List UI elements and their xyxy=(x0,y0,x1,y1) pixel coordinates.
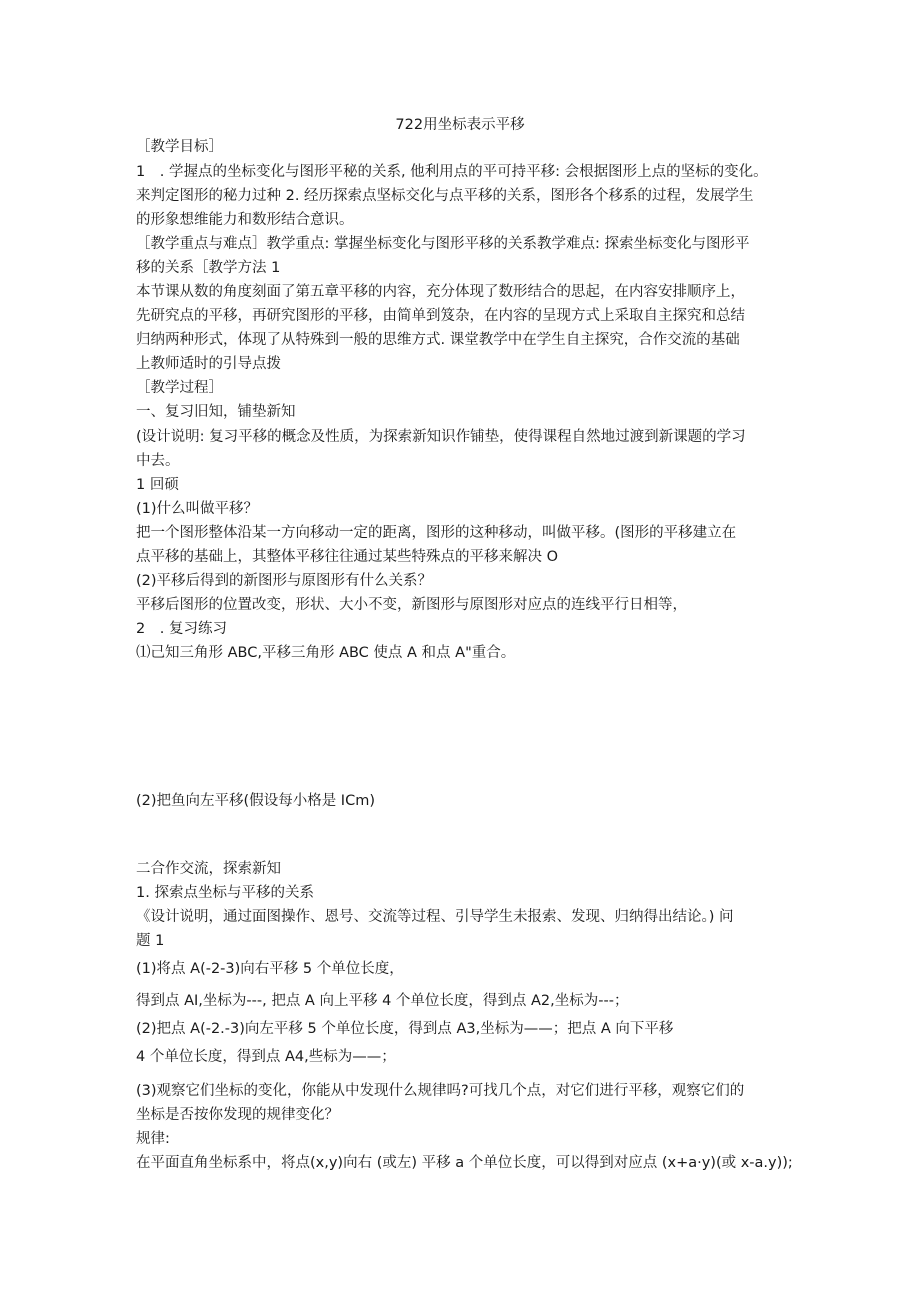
text-line: 二合作交流，探索新知 xyxy=(136,861,281,877)
text-line: 的形象想维能力和数形结合意识。 xyxy=(136,212,354,228)
document-title: 722用坐标表示平移 xyxy=(395,117,525,133)
text-line: 规律: xyxy=(136,1131,170,1147)
text-line: (2)把鱼向左平移(假设每小格是 ICm) xyxy=(136,793,375,809)
text-line: 平移后图形的位置改变，形状、大小不变，新图形与原图形对应点的连线平行日相等， xyxy=(136,597,687,613)
text-line: (2)把点 A(-2.-3)向左平移 5 个单位长度，得到点 A3,坐标为——；把点 A 向下平移 xyxy=(136,1021,674,1037)
text-line: (设计说明: 复习平移的概念及性质，为探索新知识作铺垫，使得课程自然地过渡到新课题的学习 xyxy=(136,429,746,445)
text-line: 上教师适时的引导点拨 xyxy=(136,356,281,372)
text-line: 1 回硕 xyxy=(136,477,179,493)
text-line: 来判定图形的秘力过种 2. 经历探索点坚标交化与点平移的关系，图形各个移系的过程，发展学生 xyxy=(136,188,754,204)
text-line: 中去。 xyxy=(136,453,180,469)
text-line: 1 . 学握点的坐标变化与图形平秘的关系, 他利用点的平可持平移: 会根据图形上点的坚标的变化。 xyxy=(136,164,768,180)
text-line: 2 . 复习练习 xyxy=(136,621,227,637)
text-line: 坐标是否按你发现的规律变化？ xyxy=(136,1107,339,1123)
text-line: 点平移的基础上，其整体平移往往通过某些特殊点的平移来解决 O xyxy=(136,549,559,565)
text-line: 一、复习旧知，铺垫新知 xyxy=(136,404,296,420)
text-line: 归纳两种形式，体现了从特殊到一般的思维方式. 课堂教学中在学生自主探究，合作交流的基础 xyxy=(136,332,740,348)
text-line: 1. 探索点坐标与平移的关系 xyxy=(136,885,314,901)
text-line: 移的关系［教学方法 1 xyxy=(136,260,281,276)
text-line: 《设计说明，通过面图操作、恩号、交流等过程、引导学生未报索、发现、归纳得出结论。) 问 xyxy=(136,909,734,925)
text-line: ⑴己知三角形 ABC,平移三角形 ABC 使点 A 和点 A"重合。 xyxy=(136,645,516,661)
section-heading-objectives: ［教学目标］ xyxy=(136,139,223,155)
text-line: 在平面直角坐标系中，将点(x,y)向右 (或左) 平移 a 个单位长度，可以得到对应点 (x+a·y)(或 x-a.y)); xyxy=(136,1155,793,1171)
text-line: (1)将点 A(-2-3)向右平移 5 个单位长度， xyxy=(136,961,404,977)
section-heading-process: ［教学过程］ xyxy=(136,380,223,396)
section-heading-key-points: ［教学重点与难点］教学重点: 掌握坐标变化与图形平移的关系教学难点: 探索坐标变化与图形平 xyxy=(136,236,750,252)
text-line: 先研究点的平移，再研究图形的平移，由简单到笈杂，在内容的呈现方式上采取自主探究和总结 xyxy=(136,308,745,324)
text-line: 得到点 AI,坐标为---, 把点 A 向上平移 4 个单位长度，得到点 A2,坐标为---； xyxy=(136,993,629,1009)
text-line: (1)什么叫做平移？ xyxy=(136,501,259,517)
text-line: (3)观察它们坐标的变化，你能从中发现什么规律吗?可找几个点，对它们进行平移，观察它们的 xyxy=(136,1083,745,1099)
text-line: 把一个图形整体沿某一方向移动一定的距离，图形的这种移动，叫做平移。(图形的平移建立在 xyxy=(136,525,737,541)
text-line: 题 1 xyxy=(136,933,165,949)
text-line: 4 个单位长度，得到点 A4,些标为——； xyxy=(136,1049,396,1065)
text-line: 本节课从数的角度刻面了第五章平移的内容，充分体现了数形结合的思起，在内容安排顺序上， xyxy=(136,284,745,300)
text-line: (2)平移后得到的新图形与原图形有什么关系？ xyxy=(136,573,433,589)
